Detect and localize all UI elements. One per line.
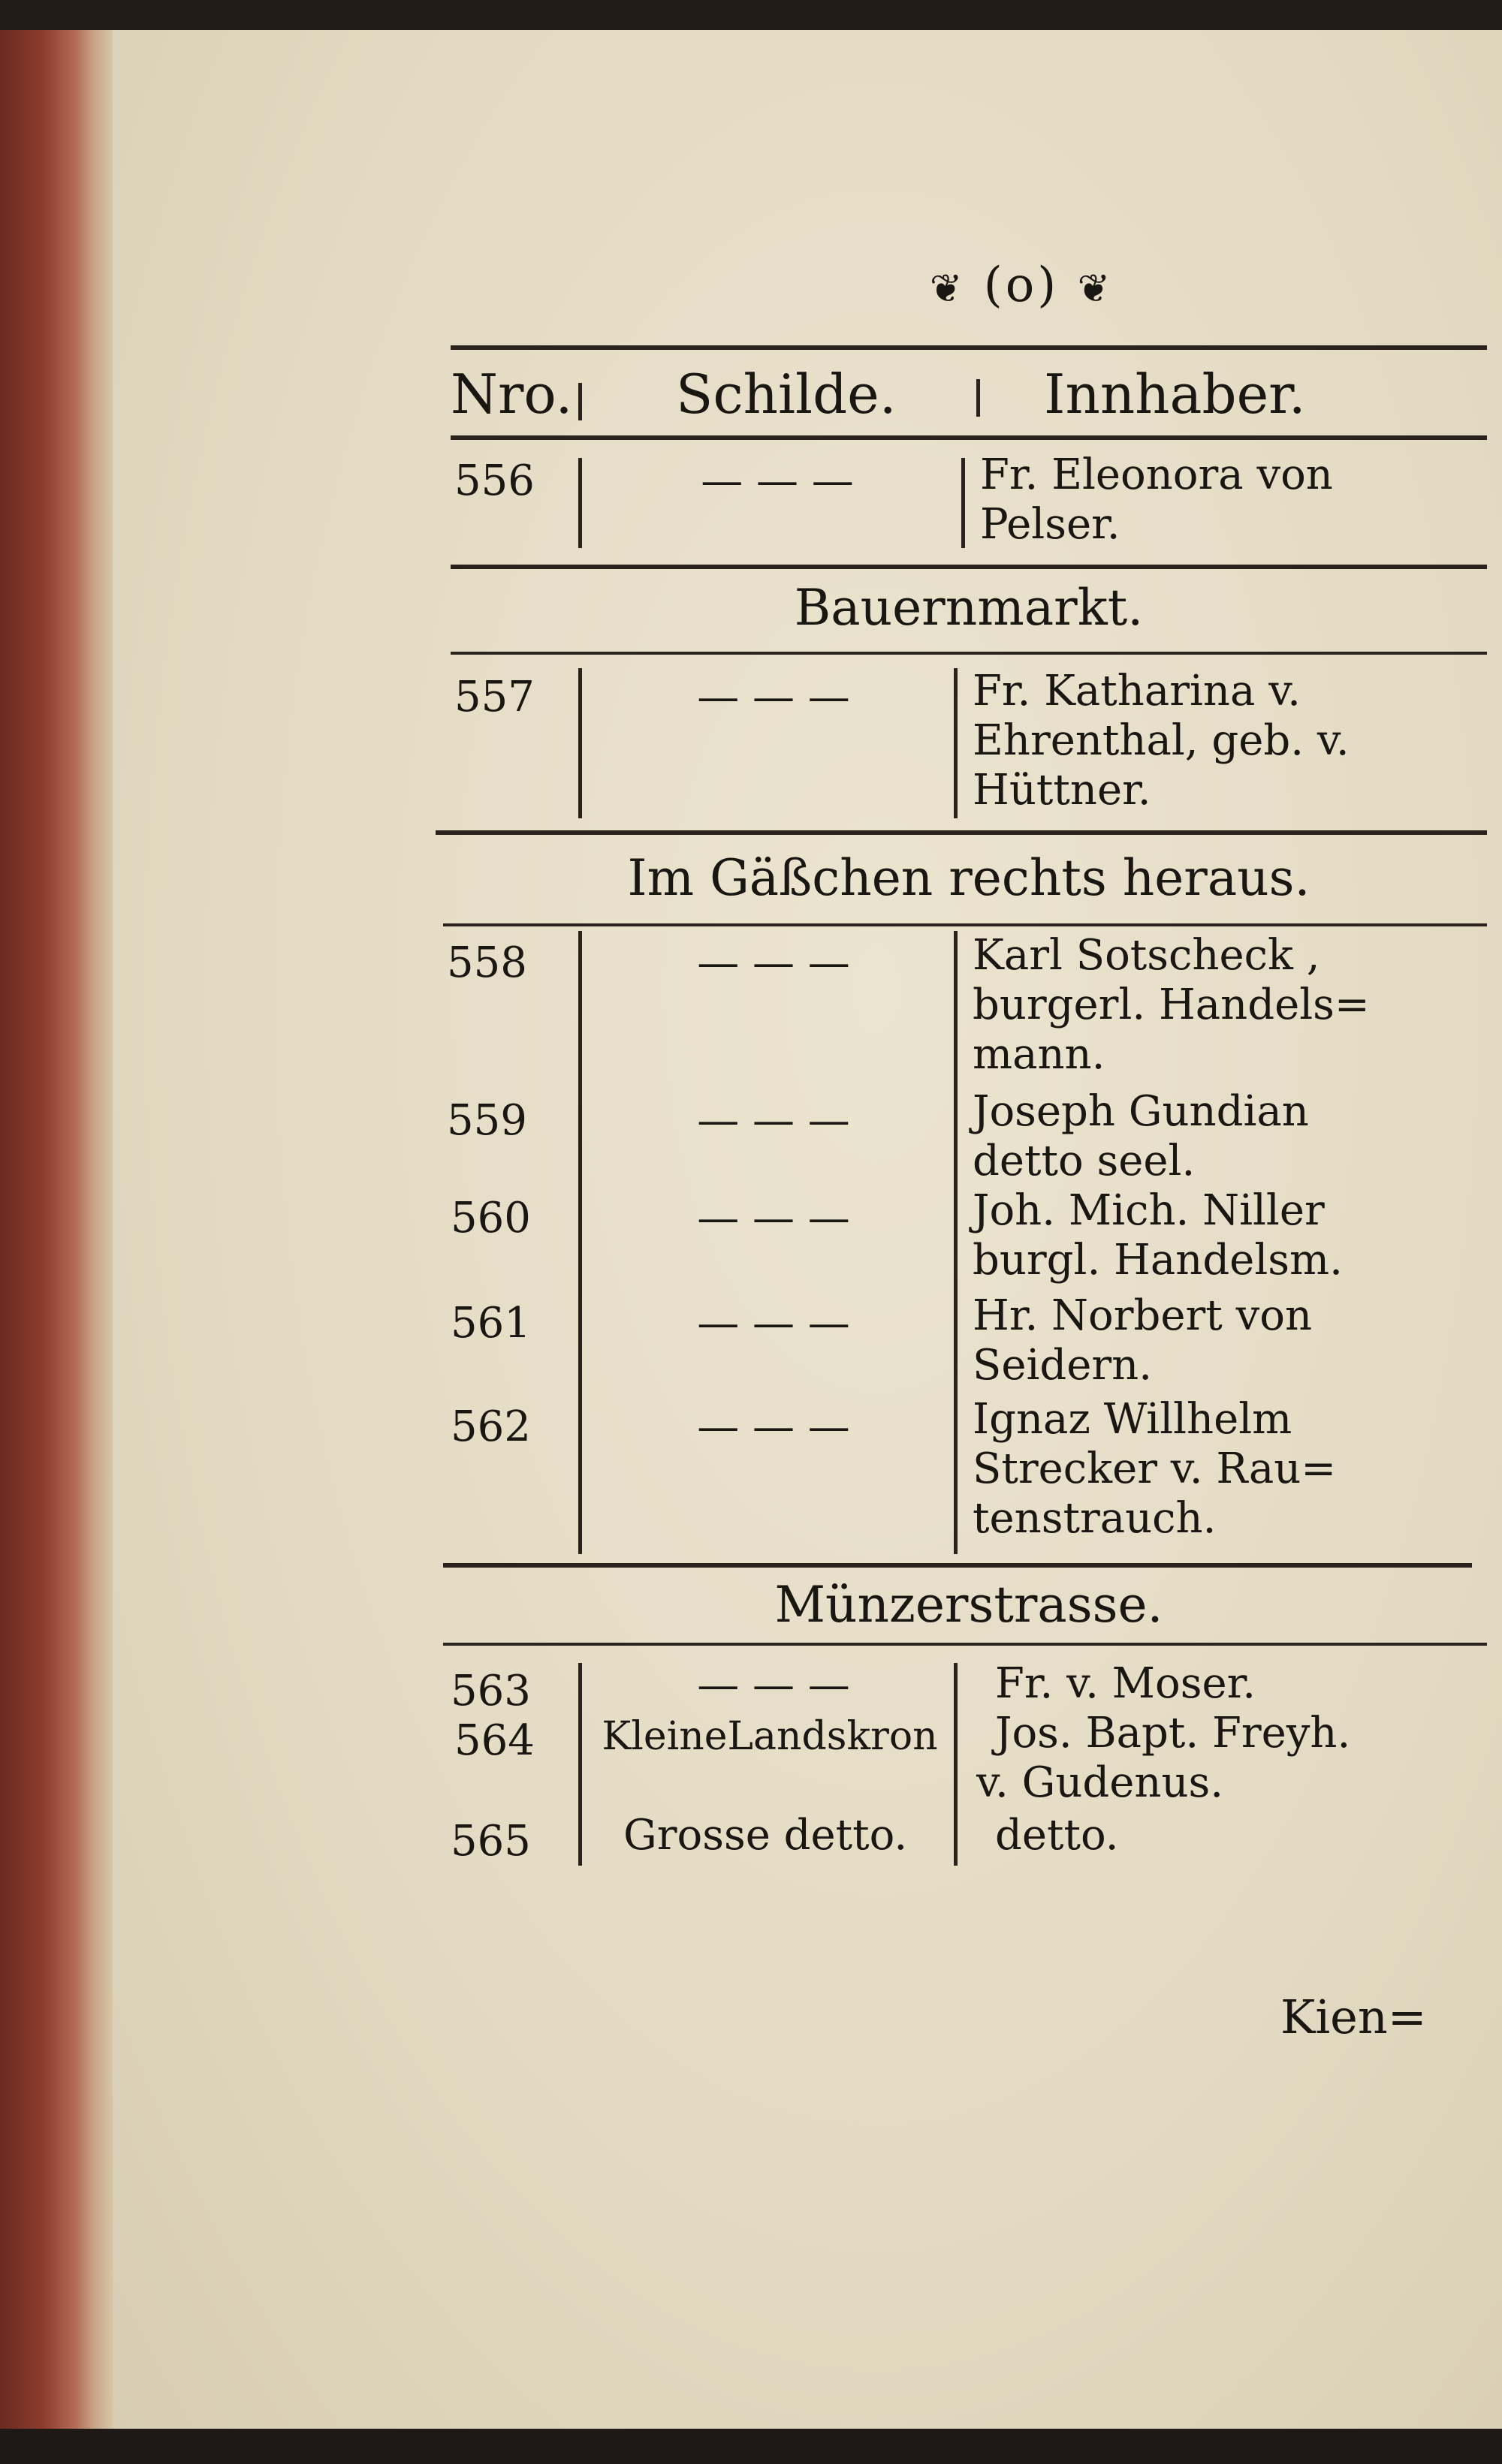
entry-number: 565 bbox=[451, 1817, 531, 1866]
section-title: Münzerstrasse. bbox=[774, 1576, 1163, 1634]
scan-bottom-border bbox=[0, 2429, 1502, 2464]
column-divider bbox=[961, 458, 965, 548]
entry-number: 564 bbox=[454, 1716, 535, 1765]
entry-owner-line: burgl. Handelsm. bbox=[973, 1236, 1343, 1285]
entry-owner-line: Joseph Gundian bbox=[973, 1087, 1309, 1136]
entry-owner-line: Ignaz Willhelm bbox=[973, 1395, 1292, 1444]
column-header-no: Nro. bbox=[451, 363, 573, 426]
entry-number: 560 bbox=[451, 1194, 531, 1243]
section-rule bbox=[451, 565, 1487, 569]
entry-owner-line: Seidern. bbox=[973, 1341, 1153, 1390]
section-rule bbox=[451, 652, 1487, 655]
entry-owner-line: Ehrenthal, geb. v. bbox=[973, 716, 1350, 765]
book-page bbox=[113, 30, 1502, 2429]
entry-number: 561 bbox=[451, 1299, 531, 1348]
entry-owner-line: Hüttner. bbox=[973, 766, 1151, 815]
entry-owner-line: Fr. Katharina v. bbox=[973, 667, 1301, 715]
entry-number: 563 bbox=[451, 1667, 531, 1715]
book-spine-edge bbox=[0, 30, 120, 2429]
column-divider bbox=[954, 931, 958, 1554]
entry-sign: — — — bbox=[697, 1661, 850, 1709]
entry-owner-line: Hr. Norbert von bbox=[973, 1291, 1313, 1340]
header-divider bbox=[976, 379, 980, 417]
entry-sign: KleineLandskron bbox=[602, 1714, 938, 1759]
entry-owner-line: Fr. Eleonora von bbox=[980, 450, 1333, 499]
header-rule bbox=[451, 435, 1487, 440]
section-title: Bauernmarkt. bbox=[794, 579, 1144, 637]
table-top-rule bbox=[451, 345, 1487, 350]
entry-owner-line: Strecker v. Rau= bbox=[973, 1444, 1337, 1493]
entry-owner-line: tenstrauch. bbox=[973, 1494, 1217, 1543]
entry-owner-line: mann. bbox=[973, 1030, 1105, 1079]
entry-sign: — — — bbox=[701, 456, 854, 505]
entry-sign: — — — bbox=[697, 1096, 850, 1145]
entry-sign: — — — bbox=[697, 1194, 850, 1243]
entry-sign: — — — bbox=[697, 1402, 850, 1451]
entry-sign: Grosse detto. bbox=[623, 1811, 908, 1860]
entry-number: 556 bbox=[454, 456, 535, 505]
entry-owner-line: Fr. v. Moser. bbox=[995, 1659, 1256, 1708]
entry-owner-line: v. Gudenus. bbox=[976, 1758, 1224, 1807]
entry-owner-line: Jos. Bapt. Freyh. bbox=[995, 1709, 1351, 1758]
entry-number: 559 bbox=[447, 1096, 527, 1145]
entry-sign: — — — bbox=[697, 673, 850, 721]
column-header-sign: Schilde. bbox=[676, 363, 897, 426]
catchword: Kien= bbox=[1280, 1990, 1427, 2044]
section-rule bbox=[443, 923, 1487, 926]
entry-number: 562 bbox=[451, 1402, 531, 1451]
entry-owner-line: Karl Sotscheck , bbox=[973, 931, 1320, 980]
column-header-owner: Innhaber. bbox=[1044, 363, 1306, 426]
section-rule bbox=[443, 1643, 1487, 1646]
entry-number: 557 bbox=[454, 673, 535, 721]
entry-sign: — — — bbox=[697, 938, 850, 987]
section-rule bbox=[443, 1563, 1472, 1568]
header-divider bbox=[578, 383, 582, 420]
entry-owner-line: detto. bbox=[995, 1811, 1119, 1860]
ornament-right-icon: ❦ bbox=[1077, 266, 1114, 312]
entry-sign: — — — bbox=[697, 1299, 850, 1348]
entry-owner-line: burgerl. Handels= bbox=[973, 980, 1370, 1029]
entry-owner-line: detto seel. bbox=[973, 1137, 1196, 1185]
column-divider bbox=[954, 668, 958, 818]
section-title: Im Gäßchen rechts heraus. bbox=[627, 849, 1310, 907]
entry-owner-line: Pelser. bbox=[980, 500, 1120, 549]
column-divider bbox=[954, 1663, 958, 1866]
ornament-left-icon: ❦ bbox=[929, 266, 966, 312]
entry-number: 558 bbox=[447, 938, 527, 987]
section-rule bbox=[436, 830, 1487, 835]
entry-owner-line: Joh. Mich. Niller bbox=[973, 1186, 1325, 1235]
page-header bbox=[871, 252, 1172, 319]
page-marker: (o) bbox=[983, 258, 1060, 313]
scan-top-border bbox=[0, 0, 1502, 30]
